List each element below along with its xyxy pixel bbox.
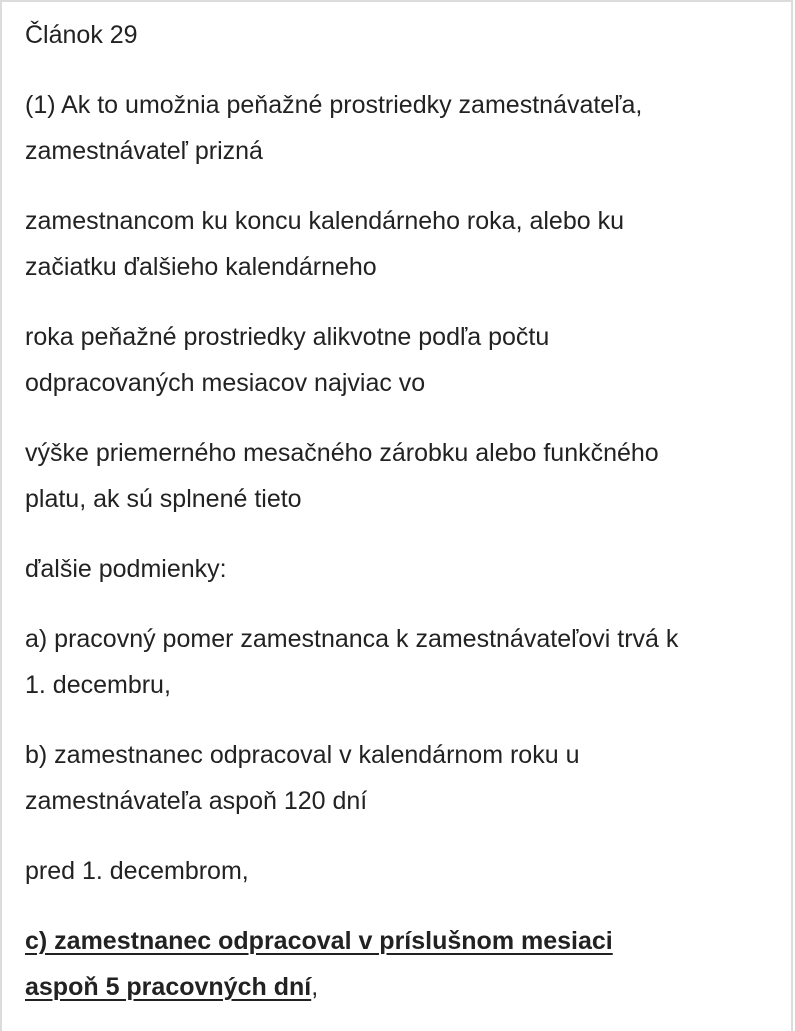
condition-a: a) pracovný pomer zamestnanca k zamestnávateľovi trvá k 1. decembru, xyxy=(25,625,679,699)
condition-c-line2: aspoň 5 pracovných dní xyxy=(25,973,312,1001)
article-heading: Článok 29 xyxy=(25,21,138,49)
paragraph-3: roka peňažné prostriedky alikvotne podľa počtu odpracovaných mesiacov najviac vo xyxy=(25,323,550,397)
condition-c xyxy=(25,918,775,1010)
paragraph-5: ďalšie podmienky: xyxy=(25,555,227,583)
condition-b: b) zamestnanec odpracoval v kalendárnom roku u zamestnávateľa aspoň 120 dní xyxy=(25,741,580,815)
paragraph-2: zamestnancom ku koncu kalendárneho roka, alebo ku začiatku ďalšieho kalendárneho xyxy=(25,207,624,281)
condition-c-line1: c) zamestnanec odpracoval v príslušnom mesiaci xyxy=(25,927,613,955)
paragraph-1: (1) Ak to umožnia peňažné prostriedky zamestnávateľa, zamestnávateľ prizná xyxy=(25,91,643,165)
condition-b-continued: pred 1. decembrom, xyxy=(25,857,249,885)
paragraph-4: výške priemerného mesačného zárobku alebo funkčného platu, ak sú splnené tieto xyxy=(25,439,659,513)
condition-c-trailing: , xyxy=(311,973,319,1001)
document-body xyxy=(25,0,775,1010)
